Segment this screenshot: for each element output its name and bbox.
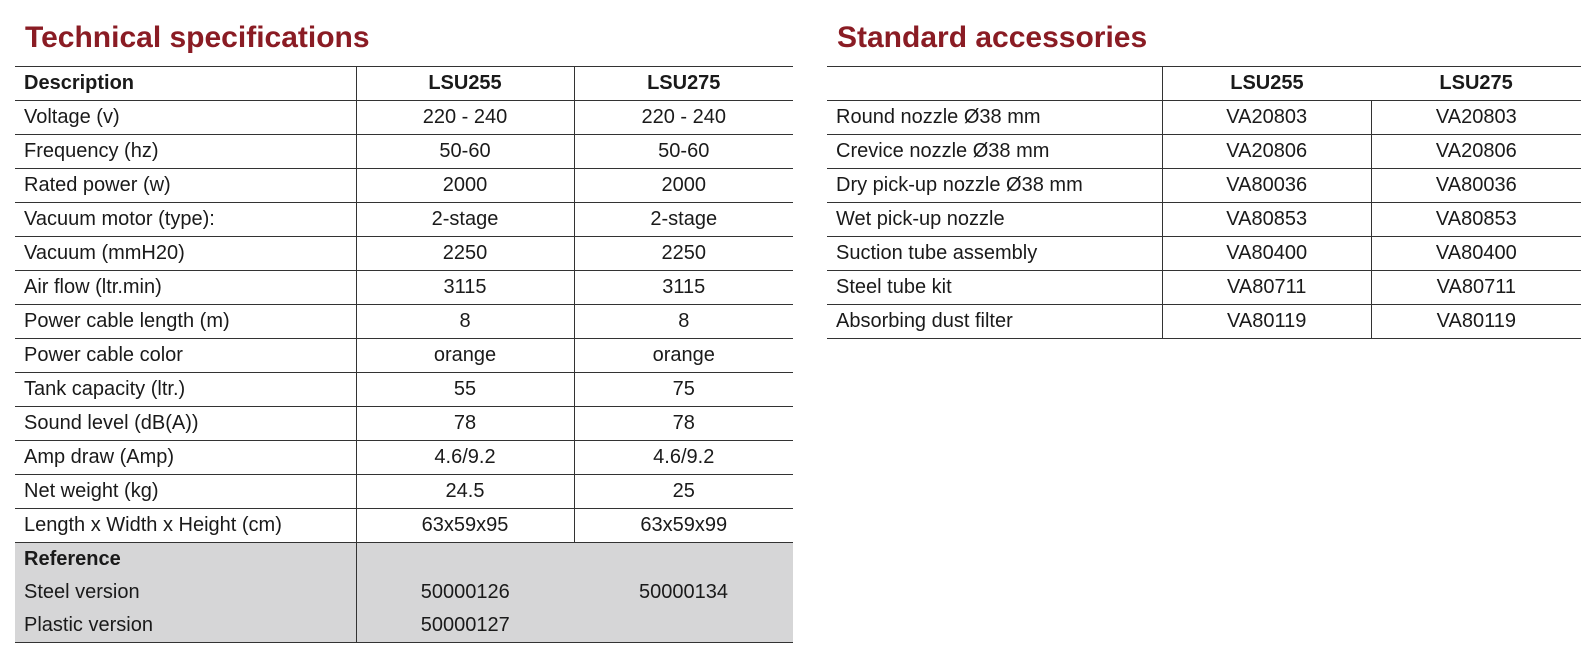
reference-item-label: Plastic version: [15, 609, 356, 643]
reference-row: [15, 609, 793, 643]
reference-row: [15, 576, 793, 609]
table-row: [827, 169, 1581, 203]
header-lsu255: LSU255: [356, 67, 574, 101]
spec-value-lsu275: 4.6/9.2: [574, 441, 793, 475]
spec-label: Voltage (v): [15, 101, 356, 135]
spec-value-lsu275: 75: [574, 373, 793, 407]
spec-value-lsu275: 25: [574, 475, 793, 509]
standard-accessories-table: [827, 66, 1581, 339]
table-row: [827, 203, 1581, 237]
reference-item-label: Steel version: [15, 576, 356, 609]
accessory-name: Absorbing dust filter: [827, 305, 1162, 339]
spec-value-lsu255: 2000: [356, 169, 574, 203]
spec-label: Rated power (w): [15, 169, 356, 203]
reference-label: Reference: [15, 543, 356, 577]
table-row: [15, 441, 793, 475]
accessory-code-lsu275: VA80711: [1371, 271, 1581, 305]
spec-label: Vacuum (mmH20): [15, 237, 356, 271]
accessory-code-lsu255: VA80853: [1162, 203, 1371, 237]
accessory-name: Dry pick-up nozzle Ø38 mm: [827, 169, 1162, 203]
spec-value-lsu255: 24.5: [356, 475, 574, 509]
empty-cell: [356, 543, 574, 577]
spec-value-lsu275: 2250: [574, 237, 793, 271]
spec-label: Vacuum motor (type):: [15, 203, 356, 237]
header-lsu255: LSU255: [1162, 67, 1371, 101]
spec-value-lsu255: orange: [356, 339, 574, 373]
table-row: [15, 237, 793, 271]
spec-label: Power cable length (m): [15, 305, 356, 339]
spec-label: Length x Width x Height (cm): [15, 509, 356, 543]
spec-label: Amp draw (Amp): [15, 441, 356, 475]
accessory-code-lsu255: VA80400: [1162, 237, 1371, 271]
spec-value-lsu255: 3115: [356, 271, 574, 305]
standard-accessories-title: Standard accessories: [837, 21, 1148, 54]
table-row: [15, 509, 793, 543]
empty-cell: [574, 543, 793, 577]
accessory-name: Suction tube assembly: [827, 237, 1162, 271]
table-row: [827, 101, 1581, 135]
accessory-code-lsu275: VA20803: [1371, 101, 1581, 135]
accessory-code-lsu275: VA80853: [1371, 203, 1581, 237]
table-row: [15, 203, 793, 237]
spec-label: Sound level (dB(A)): [15, 407, 356, 441]
header-lsu275: LSU275: [1371, 67, 1581, 101]
accessory-code-lsu255: VA20806: [1162, 135, 1371, 169]
spec-value-lsu255: 2250: [356, 237, 574, 271]
spec-value-lsu255: 8: [356, 305, 574, 339]
table-row: [15, 305, 793, 339]
accessory-code-lsu255: VA80711: [1162, 271, 1371, 305]
spec-value-lsu255: 63x59x95: [356, 509, 574, 543]
accessory-code-lsu275: VA80400: [1371, 237, 1581, 271]
spec-label: Air flow (ltr.min): [15, 271, 356, 305]
technical-specifications-title: Technical specifications: [25, 21, 370, 54]
reference-number-lsu255: 50000127: [356, 609, 574, 643]
accessory-name: Crevice nozzle Ø38 mm: [827, 135, 1162, 169]
spec-value-lsu255: 50-60: [356, 135, 574, 169]
spec-label: Power cable color: [15, 339, 356, 373]
spec-label: Frequency (hz): [15, 135, 356, 169]
spec-value-lsu275: 50-60: [574, 135, 793, 169]
table-row: [15, 339, 793, 373]
accessory-name: Steel tube kit: [827, 271, 1162, 305]
table-row: [15, 475, 793, 509]
spec-value-lsu255: 220 - 240: [356, 101, 574, 135]
spec-value-lsu275: 63x59x99: [574, 509, 793, 543]
spec-value-lsu275: 3115: [574, 271, 793, 305]
header-lsu275: LSU275: [574, 67, 793, 101]
reference-number-lsu275: [574, 609, 793, 643]
table-row: [15, 407, 793, 441]
table-header-row: [827, 67, 1581, 101]
table-row: [827, 135, 1581, 169]
accessory-code-lsu275: VA20806: [1371, 135, 1581, 169]
accessory-name: Round nozzle Ø38 mm: [827, 101, 1162, 135]
spec-value-lsu275: orange: [574, 339, 793, 373]
table-row: [827, 271, 1581, 305]
table-row: [827, 305, 1581, 339]
spec-label: Tank capacity (ltr.): [15, 373, 356, 407]
accessory-code-lsu255: VA80119: [1162, 305, 1371, 339]
table-row: [15, 271, 793, 305]
spec-value-lsu275: 2-stage: [574, 203, 793, 237]
spec-value-lsu255: 78: [356, 407, 574, 441]
spec-value-lsu255: 55: [356, 373, 574, 407]
reference-header-row: [15, 543, 793, 577]
accessory-code-lsu275: VA80036: [1371, 169, 1581, 203]
spec-value-lsu275: 2000: [574, 169, 793, 203]
table-row: [15, 101, 793, 135]
spec-value-lsu255: 4.6/9.2: [356, 441, 574, 475]
header-description: Description: [15, 67, 356, 101]
accessory-code-lsu275: VA80119: [1371, 305, 1581, 339]
technical-specifications-table: [15, 66, 793, 643]
accessory-code-lsu255: VA20803: [1162, 101, 1371, 135]
spec-value-lsu275: 78: [574, 407, 793, 441]
reference-number-lsu255: 50000126: [356, 576, 574, 609]
table-row: [827, 237, 1581, 271]
reference-number-lsu275: 50000134: [574, 576, 793, 609]
spec-value-lsu275: 8: [574, 305, 793, 339]
spec-value-lsu275: 220 - 240: [574, 101, 793, 135]
table-row: [15, 135, 793, 169]
spec-value-lsu255: 2-stage: [356, 203, 574, 237]
table-row: [15, 373, 793, 407]
accessory-code-lsu255: VA80036: [1162, 169, 1371, 203]
accessory-name: Wet pick-up nozzle: [827, 203, 1162, 237]
spec-label: Net weight (kg): [15, 475, 356, 509]
table-header-row: [15, 67, 793, 101]
header-item: [827, 67, 1162, 101]
table-row: [15, 169, 793, 203]
